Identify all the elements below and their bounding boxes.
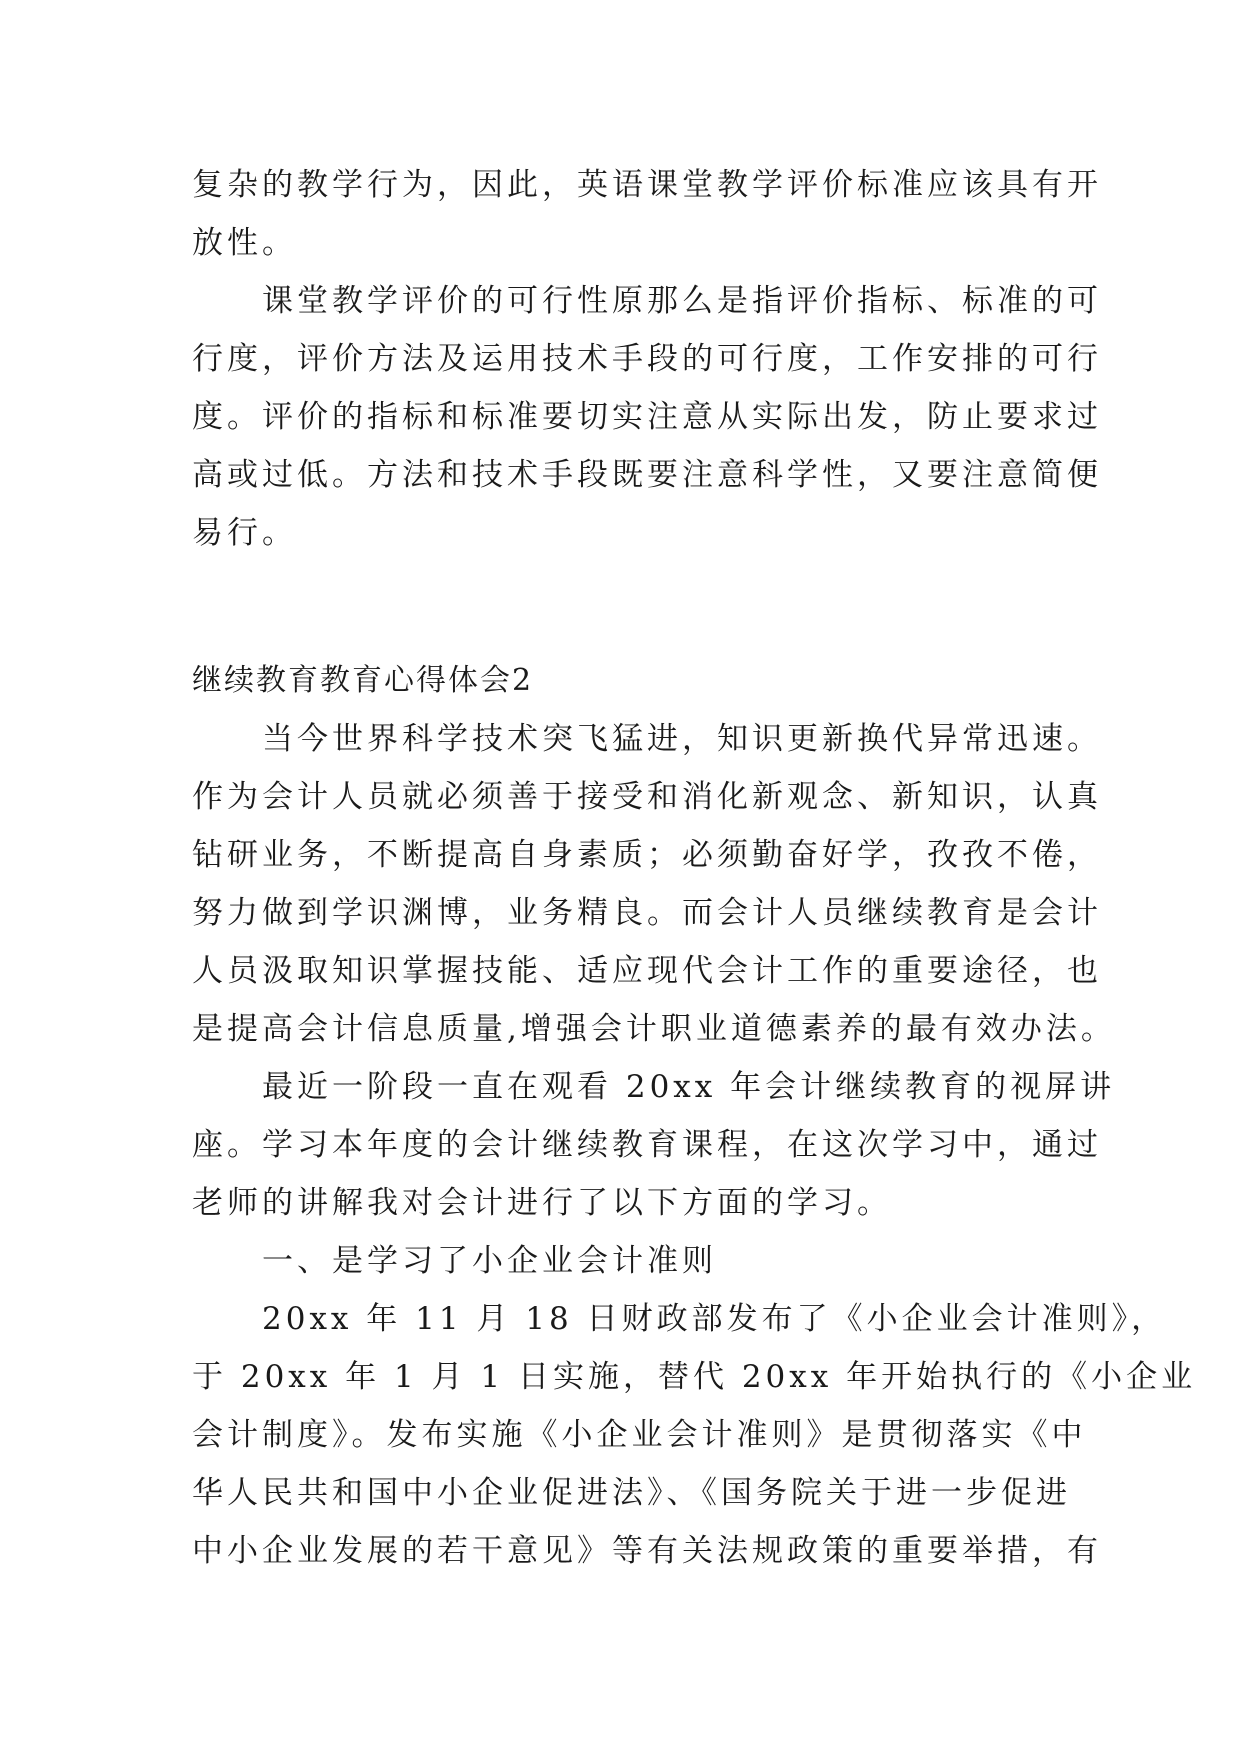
document-body [192, 156, 1197, 1580]
text-line: 当今世界科学技术突飞猛进，知识更新换代异常迅速。 [262, 721, 1102, 757]
text-line: 钻研业务，不断提高自身素质；必须勤奋好学，孜孜不倦， [192, 837, 1102, 873]
paragraph [192, 272, 1102, 562]
text-line: 座。学习本年度的会计继续教育课程，在这次学习中，通过 [192, 1127, 1102, 1163]
text-line: 于 20xx 年 1 月 1 日实施，替代 20xx 年开始执行的《小企业 [192, 1359, 1197, 1395]
paragraph [192, 1058, 1116, 1232]
text-line: 最近一阶段一直在观看 20xx 年会计继续教育的视屏讲 [262, 1069, 1116, 1105]
text-line: 度。评价的指标和标准要切实注意从实际出发，防止要求过 [192, 399, 1102, 435]
section-spacer [192, 562, 1052, 652]
text-line: 人员汲取知识掌握技能、适应现代会计工作的重要途径，也 [192, 953, 1102, 989]
section-heading: 继续教育教育心得体会2 [192, 663, 534, 698]
text-line: 易行。 [192, 515, 297, 551]
text-line: 老师的讲解我对会计进行了以下方面的学习。 [192, 1185, 892, 1221]
text-line: 是提高会计信息质量,增强会计职业道德素养的最有效办法。 [192, 1011, 1116, 1047]
text-line: 复杂的教学行为，因此，英语课堂教学评价标准应该具有开 [192, 167, 1102, 203]
paragraph [192, 710, 1116, 1058]
text-line: 作为会计人员就必须善于接受和消化新观念、新知识，认真 [192, 779, 1102, 815]
paragraph [192, 156, 1102, 272]
text-line: 放性。 [192, 225, 297, 261]
paragraph [192, 1290, 1197, 1580]
text-line: 华人民共和国中小企业促进法》、《国务院关于进一步促进 [192, 1475, 1071, 1511]
text-line: 努力做到学识渊博，业务精良。而会计人员继续教育是会计 [192, 895, 1102, 931]
text-line: 中小企业发展的若干意见》等有关法规政策的重要举措，有 [192, 1533, 1102, 1569]
text-line: 课堂教学评价的可行性原那么是指评价指标、标准的可 [262, 283, 1102, 319]
text-line: 20xx 年 11 月 18 日财政部发布了《小企业会计准则》， [262, 1301, 1167, 1337]
text-line: 高或过低。方法和技术手段既要注意科学性，又要注意简便 [192, 457, 1102, 493]
text-line: 会计制度》。发布实施《小企业会计准则》是贯彻落实《中 [192, 1417, 1087, 1453]
list-item-heading: 一、是学习了小企业会计准则 [262, 1243, 717, 1279]
text-line: 行度，评价方法及运用技术手段的可行度，工作安排的可行 [192, 341, 1102, 377]
